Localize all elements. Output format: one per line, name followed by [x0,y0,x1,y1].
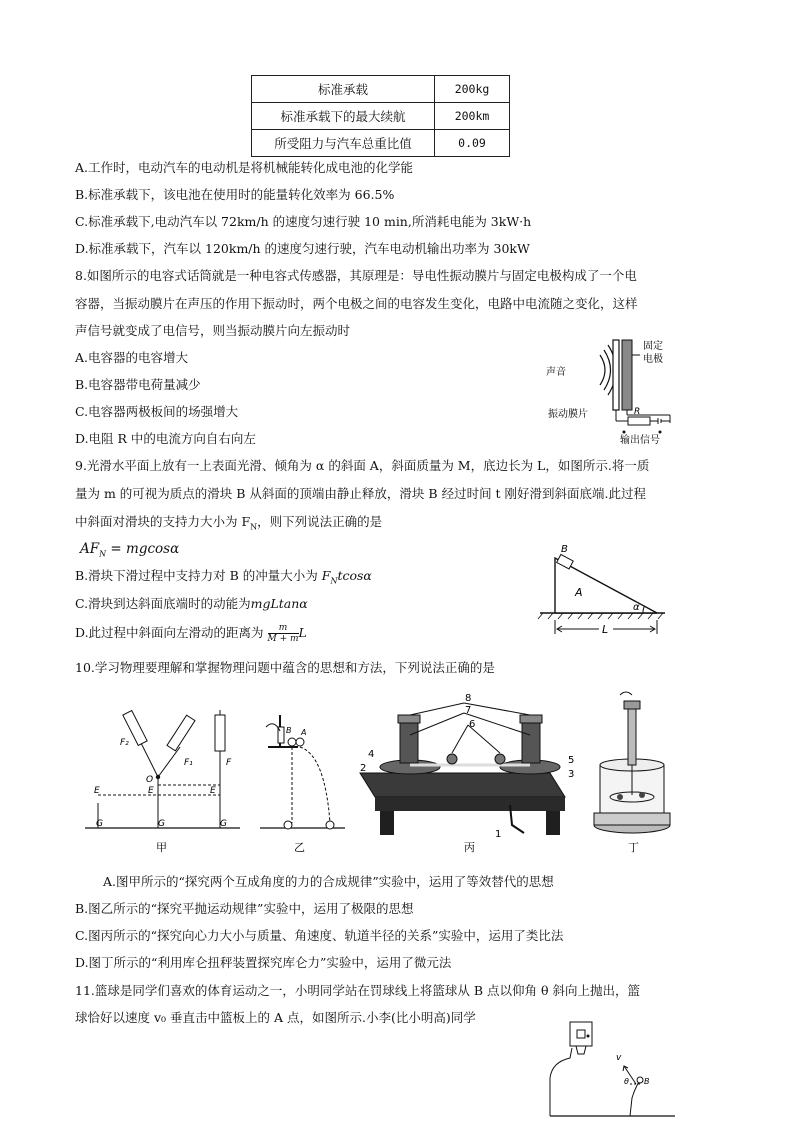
q7-option-b: B.标准承载下，该电池在使用时的能量转化效率为 66.5% [75,187,395,202]
figure-label-ding: 丁 [628,841,639,854]
q9-option-b-sub: N [330,576,338,586]
q9-stem-text: ，则下列说法正确的是 [257,514,383,529]
q10-stem: 10.学习物理要理解和掌握物理问题中蕴含的思想和方法，下列说法正确的是 [75,660,495,675]
figure-label-jia: 甲 [156,841,167,854]
figure-label-bing: 丙 [464,841,475,854]
q9-option-d [75,623,307,644]
output-label: 输出信号 [620,435,660,445]
svg-text:7: 7 [465,705,472,716]
q8-option-a: A.电容器的电容增大 [75,350,189,365]
length-label: L [602,623,609,636]
q9-option-b-math: tcosα [337,568,372,583]
figure-bing [360,693,574,854]
table-cell: 200km [435,103,510,130]
incline-diagram [535,540,670,640]
table-row [252,130,510,157]
svg-text:2: 2 [360,763,367,774]
table-cell: 200kg [435,76,510,103]
membrane-plate [613,340,619,410]
angle-label: α [633,602,640,613]
q11-stem: 球恰好以速度 v₀ 垂直击中篮板上的 A 点，如图所示.小李(比小明高)同学 [75,1010,476,1025]
q10-option-a: A.图甲所示的“探究两个互成角度的力的合成规律”实验中，运用了等效替代的思想 [103,874,554,889]
svg-text:6: 6 [469,719,476,730]
svg-text:B: B [286,726,292,735]
microphone-diagram [540,335,680,445]
svg-text:G: G [158,819,165,829]
q9-stem: 量为 m 的可视为质点的滑块 B 从斜面的顶端由静止释放，滑块 B 经过时间 t 刚好滑到斜面底端.此过程 [75,486,647,501]
svg-text:1: 1 [495,829,502,840]
svg-text:G: G [96,819,103,829]
fixed-electrode [622,340,632,410]
experiment-figures [80,685,680,857]
table-cell: 标准承载下的最大续航 [252,103,435,130]
q8-stem: 8.如图所示的电容式话筒就是一种电容式传感器，其原理是：导电性振动膜片与固定电极构成了一个电 [75,268,637,283]
q8-option-b: B.电容器带电荷量减少 [75,377,201,392]
q9-stem-text: 中斜面对滑块的支持力大小为 F [75,514,251,529]
q9-option-a-sub: N [99,549,107,559]
fraction-denominator: M + m [267,634,299,644]
table-row [252,103,510,130]
q8-stem: 容器，当振动膜片在声压的作用下振动时，两个电极之间的电容发生变化，电路中电流随之变化，这样 [75,296,638,311]
q9-option-c-text: C.滑块到达斜面底端时的动能为 [75,596,251,611]
q9-stem [75,514,382,536]
table-cell: 所受阻力与汽车总重比值 [252,130,435,157]
svg-text:3: 3 [568,769,575,780]
block-a-label: A [575,586,583,599]
electrode-label: 电极 [643,354,663,365]
resistor-label: R [634,407,641,417]
svg-text:O: O [146,775,154,785]
svg-text:v: v [616,1053,622,1063]
q9-stem: 9.光滑水平面上放有一上表面光滑、倾角为 α 的斜面 A，斜面质量为 M，底边长为 L，如图所示.将一质 [75,458,650,473]
figure-jia [85,710,240,854]
block-b-label: B [561,544,568,555]
svg-text:E: E [148,786,154,796]
spec-table [251,75,510,157]
table-row [252,76,510,103]
q7-option-c: C.标准承载下,电动汽车以 72km/h 的速度匀速行驶 10 min,所消耗电能为 3kW·h [75,214,532,229]
svg-text:E: E [94,786,100,796]
fraction [268,623,299,644]
q9-option-a-text: AF [80,541,100,557]
q9-option-a [80,541,179,563]
q7-option-d: D.标准承载下，汽车以 120km/h 的速度匀速行驶，汽车电动机输出功率为 30kW [75,241,530,256]
svg-text:B: B [644,1077,650,1086]
svg-text:5: 5 [568,755,575,766]
q9-option-b-math: F [321,568,331,583]
svg-text:4: 4 [368,749,375,760]
basketball-diagram [540,1018,680,1118]
q11-stem: 11.篮球是同学们喜欢的体育运动之一，小明同学站在罚球线上将篮球从 B 点以仰角 θ 斜向上抛出，篮 [75,983,640,998]
q9-option-d-text: D.此过程中斜面向左滑动的距离为 [75,625,268,640]
q10-option-d: D.图丁所示的“利用库仑扭秤装置探究库仑力”实验中，运用了微元法 [75,955,452,970]
q10-option-c: C.图丙所示的“探究向心力大小与质量、角速度、轨道半径的关系”实验中，运用了类比法 [75,928,564,943]
svg-text:G: G [220,819,227,829]
svg-text:8: 8 [465,693,472,704]
q9-option-b-text: B.滑块下滑过程中支持力对 B 的冲量大小为 [75,568,322,583]
fraction-numerator: m [278,623,288,633]
q8-option-d: D.电阻 R 中的电流方向自右向左 [75,431,256,446]
q9-stem-sub: N [250,522,258,532]
q7-option-a: A.工作时，电动汽车的电动机是将机械能转化成电池的化学能 [75,160,414,175]
q9-option-c-math: mgLtanα [250,596,308,611]
svg-text:F: F [226,758,232,768]
q9-option-c [75,596,308,612]
q8-option-c: C.电容器两极板间的场强增大 [75,404,239,419]
svg-text:A: A [301,728,307,737]
q9-option-a-text: = mgcosα [106,541,180,557]
q9-option-d-math: L [298,625,307,640]
svg-text:θ: θ [624,1077,629,1086]
svg-text:E: E [210,786,216,796]
resistor [628,417,650,425]
figure-ding [594,692,670,854]
backboard [570,1022,592,1046]
q10-option-b: B.图乙所示的“探究平抛运动规律”实验中，运用了极限的思想 [75,901,414,916]
svg-text:F₂: F₂ [120,738,129,748]
q9-option-b [75,568,372,590]
table-cell: 标准承载 [252,76,435,103]
table-cell: 0.09 [435,130,510,157]
membrane-label: 振动膜片 [548,409,588,420]
electrode-label: 固定 [643,341,663,352]
svg-text:F₁: F₁ [184,758,193,768]
figure-label-yi: 乙 [294,841,305,854]
sound-label: 声音 [546,367,566,378]
q8-stem: 声信号就变成了电信号，则当振动膜片向左振动时 [75,323,351,338]
figure-yi [260,715,345,854]
